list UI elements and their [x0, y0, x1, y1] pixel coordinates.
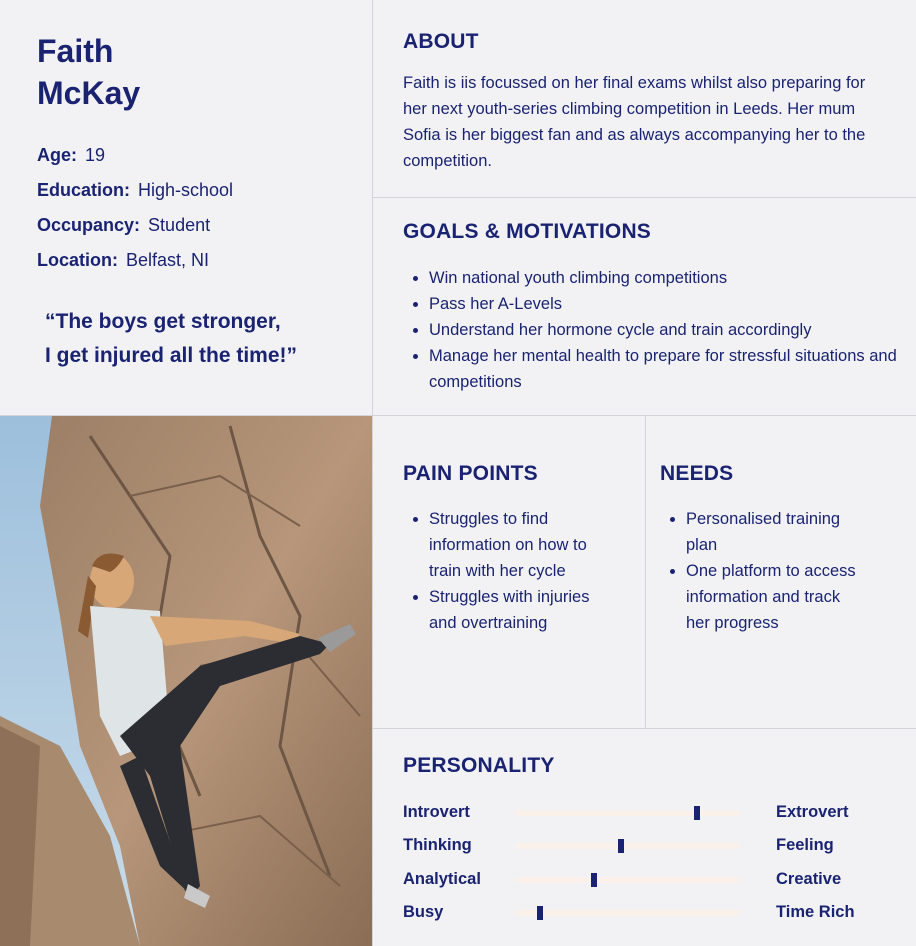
trait-marker: [618, 839, 624, 853]
pain-point-item: • Struggles to find information on how to train with her cycle: [429, 506, 609, 584]
pain-point-item: • Struggles with injuries and overtraining: [429, 584, 609, 636]
needs-list: [660, 506, 866, 636]
education-row: [37, 173, 233, 208]
trait-marker: [537, 906, 543, 920]
occupancy-row: [37, 208, 233, 243]
trait-marker: [694, 806, 700, 820]
goal-item: • Win national youth climbing competitions: [429, 265, 916, 291]
location-value: Belfast, NI: [126, 250, 210, 270]
quote-line-2: I get injured all the time!”: [45, 344, 298, 367]
location-label: Location:: [37, 250, 118, 270]
personality-heading: PERSONALITY: [403, 754, 555, 777]
trait-slider: [515, 877, 740, 883]
last-name: McKay: [37, 75, 141, 111]
pain-needs-divider: [645, 416, 646, 728]
trait-right-label: Feeling: [776, 836, 834, 854]
pain-points-list: [403, 506, 609, 636]
goal-item: • Pass her A-Levels: [429, 291, 916, 317]
occupancy-label: Occupancy:: [37, 215, 141, 235]
goals-list: [403, 265, 916, 395]
left-divider: [0, 415, 372, 416]
trait-left-label: Busy: [403, 903, 444, 921]
first-name: Faith: [37, 33, 114, 69]
goal-item: • Understand her hormone cycle and train accordingly: [429, 317, 916, 343]
trait-right-label: Extrovert: [776, 803, 849, 821]
trait-left-label: Thinking: [403, 836, 472, 854]
persona-details: [37, 138, 233, 278]
education-value: High-school: [138, 180, 234, 200]
quote-line-1: “The boys get stronger,: [45, 310, 281, 333]
trait-left-label: Analytical: [403, 870, 481, 888]
persona-name: [37, 30, 140, 114]
trait-marker: [591, 873, 597, 887]
trait-slider: [515, 910, 740, 916]
personality-divider: [373, 728, 916, 729]
about-text: Faith is iis focussed on her final exams whilst also preparing for her next youth-series climbing competition in Leeds. Her mum Sofia is her biggest fan and as always accompanying her to the competition.: [403, 74, 866, 170]
trait-right-label: Time Rich: [776, 903, 855, 921]
age-label: Age:: [37, 145, 77, 165]
age-value: 19: [85, 145, 106, 165]
education-label: Education:: [37, 180, 130, 200]
trait-left-label: Introvert: [403, 803, 470, 821]
needs-heading: NEEDS: [660, 462, 734, 485]
goals-heading: GOALS & MOTIVATIONS: [403, 220, 652, 243]
age-row: [37, 138, 233, 173]
pain-points-heading: PAIN POINTS: [403, 462, 538, 485]
climber-illustration: [0, 416, 372, 946]
goal-item: • Manage her mental health to prepare for stressful situations and competitions: [429, 343, 916, 395]
trait-right-label: Creative: [776, 870, 842, 888]
location-row: [37, 243, 233, 278]
persona-quote: [45, 305, 297, 373]
trait-slider: [515, 810, 740, 816]
occupancy-value: Student: [148, 215, 211, 235]
need-item: • Personalised training plan: [686, 506, 866, 558]
trait-slider: [515, 843, 740, 849]
about-heading: ABOUT: [403, 30, 479, 53]
need-item: • One platform to access information and track her progress: [686, 558, 866, 636]
climber-photo: [0, 416, 372, 946]
about-divider: [373, 197, 916, 198]
column-divider: [372, 0, 373, 946]
